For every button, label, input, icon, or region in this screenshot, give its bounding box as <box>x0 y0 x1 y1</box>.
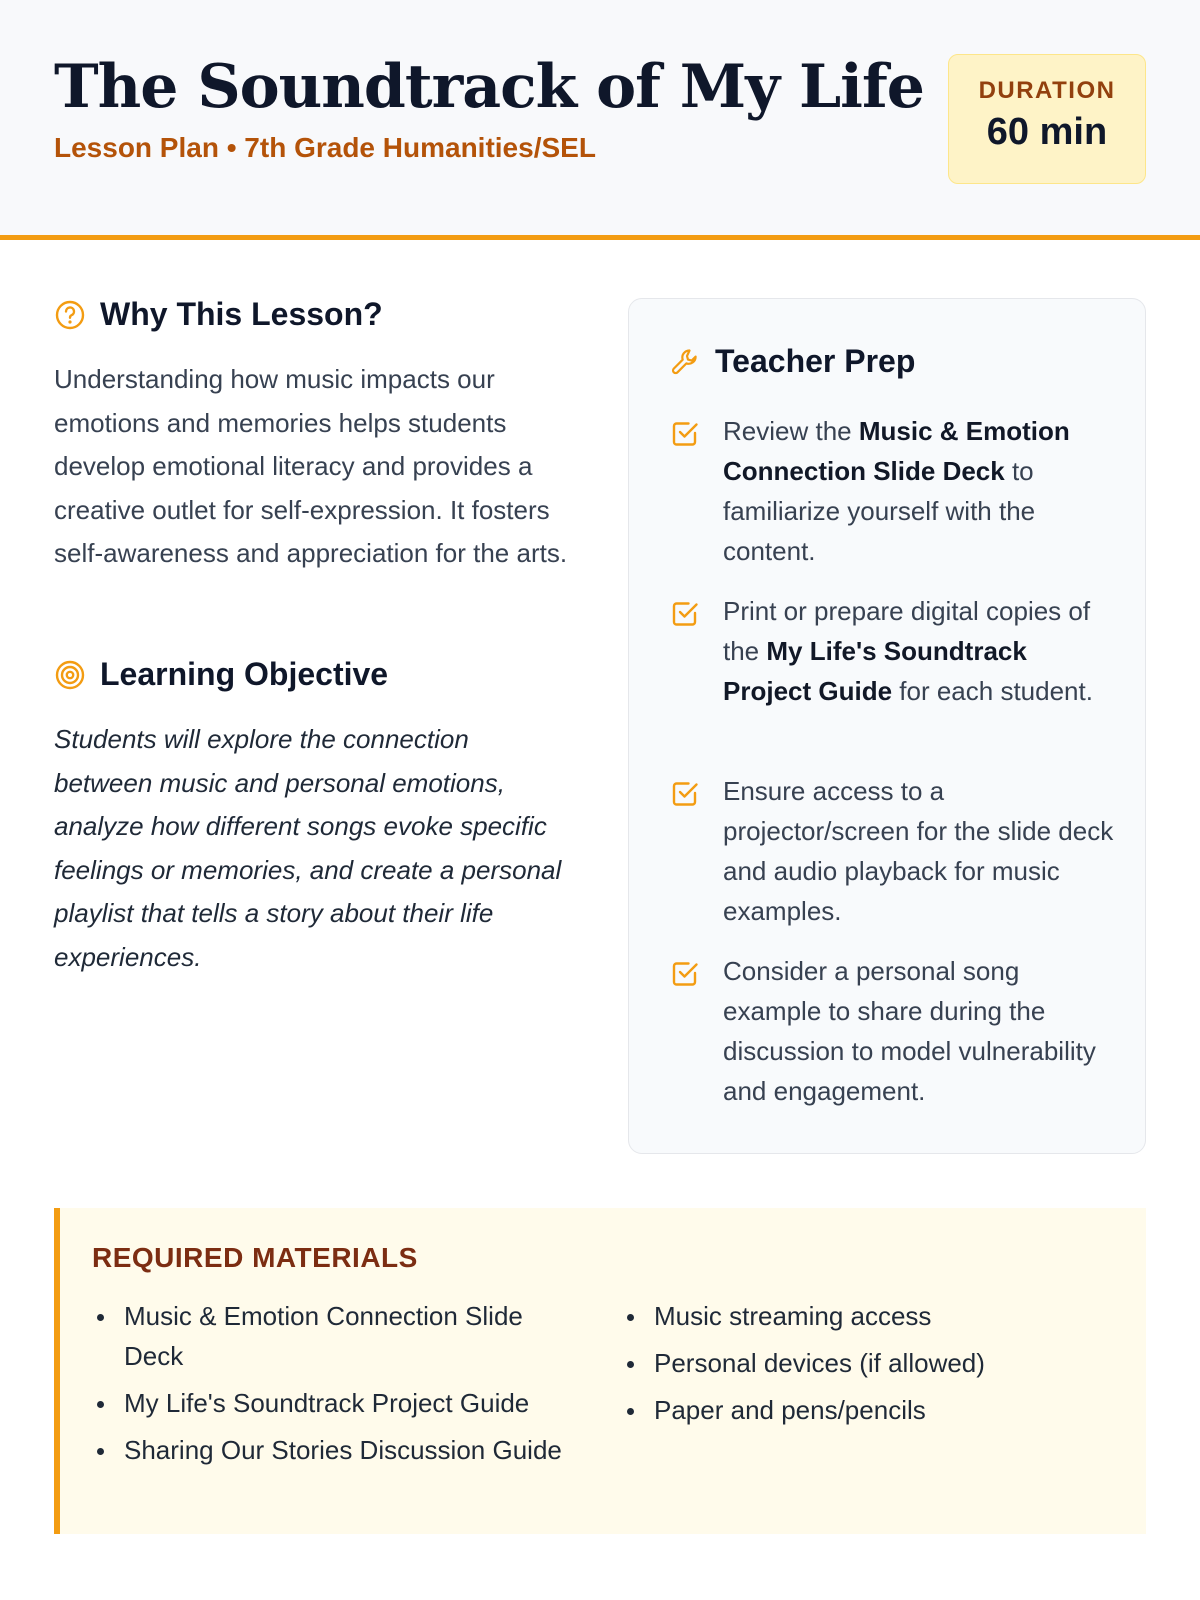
material-item: Music streaming access <box>622 1296 1122 1336</box>
checkbox-checked-icon <box>669 957 701 989</box>
objective-text: Students will explore the connection between music and personal emotions, analyze how different songs evoke specific feelings or memories, and create a personal playlist that tells a story about their life experiences. <box>54 724 562 972</box>
objective-section-heading <box>54 656 388 693</box>
prep-item <box>669 411 1119 571</box>
duration-badge <box>948 54 1146 184</box>
required-materials-box <box>54 1208 1146 1534</box>
prep-item <box>669 951 1119 1111</box>
why-section-heading <box>54 296 383 333</box>
prep-item <box>669 591 1119 711</box>
checkbox-checked-icon <box>669 417 701 449</box>
why-text: Understanding how music impacts our emotions and memories helps students develop emotional literacy and provides a creative outlet for self-expression. It fosters self-awareness and appreciation for the arts. <box>54 364 568 568</box>
prep-item <box>669 771 1119 931</box>
objective-heading: Learning Objective <box>100 656 389 692</box>
prep-item-text: Consider a personal song example to share during the discussion to model vulnerability and engagement. <box>723 956 1096 1106</box>
material-item: My Life's Soundtrack Project Guide <box>92 1383 572 1423</box>
prep-item-text: Print or prepare digital copies of the My Life's Soundtrack Project Guide for each student. <box>723 596 1093 706</box>
wrench-icon <box>669 346 701 378</box>
material-item: Sharing Our Stories Discussion Guide <box>92 1430 572 1470</box>
prep-item-text: Ensure access to a projector/screen for the slide deck and audio playback for music examples. <box>723 776 1114 926</box>
page-subtitle: Lesson Plan • 7th Grade Humanities/SEL <box>54 132 596 163</box>
lesson-header <box>0 0 1200 240</box>
question-circle-icon <box>54 299 86 331</box>
why-heading: Why This Lesson? <box>100 296 383 332</box>
material-item: Music & Emotion Connection Slide Deck <box>92 1296 572 1376</box>
material-item: Personal devices (if allowed) <box>622 1343 1122 1383</box>
prep-section-heading <box>669 343 915 380</box>
target-icon <box>54 659 86 691</box>
materials-list-right <box>622 1296 1122 1437</box>
teacher-prep-card <box>628 298 1146 1154</box>
prep-heading: Teacher Prep <box>715 343 916 379</box>
duration-value: 60 min <box>986 111 1108 153</box>
checkbox-checked-icon <box>669 777 701 809</box>
page-title: The Soundtrack of My Life <box>54 52 924 122</box>
material-item: Paper and pens/pencils <box>622 1390 1122 1430</box>
duration-label: DURATION <box>978 77 1116 104</box>
checkbox-checked-icon <box>669 597 701 629</box>
materials-list-left <box>92 1296 572 1477</box>
materials-heading: REQUIRED MATERIALS <box>92 1242 418 1273</box>
prep-item-text: Review the Music & Emotion Connection Slide Deck to familiarize yourself with the content. <box>723 416 1070 566</box>
